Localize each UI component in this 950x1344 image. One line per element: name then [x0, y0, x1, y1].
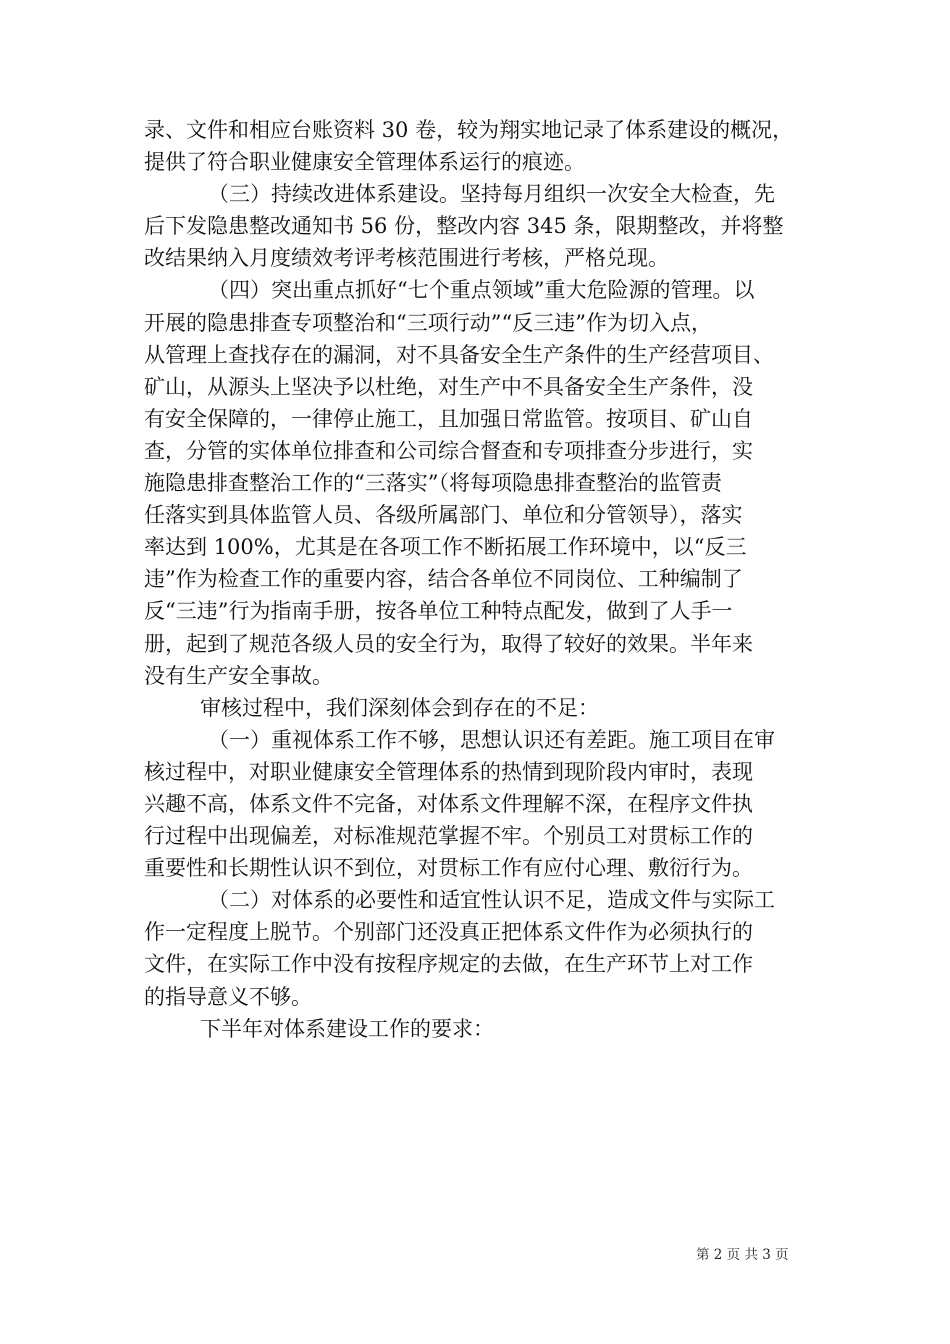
- paragraph-line: 率达到 100%，尤其是在各项工作不断拓展工作环境中，以“反三: [144, 535, 747, 560]
- paragraph-line: 重要性和长期性认识不到位，对贯标工作有应付心理、敷衍行为。: [144, 856, 753, 881]
- paragraph-line: 施隐患排查整治工作的“三落实”（将每项隐患排查整治的监管责: [144, 471, 722, 496]
- paragraph-line: 没有生产安全事故。: [144, 663, 333, 688]
- paragraph-line: 查，分管的实体单位排查和公司综合督查和专项排查分步进行，实: [144, 438, 753, 463]
- paragraph-line: 矿山，从源头上坚决予以杜绝，对生产中不具备安全生产条件，没: [144, 374, 753, 399]
- paragraph-1: [144, 114, 810, 178]
- paragraph-7: [144, 1013, 810, 1045]
- paragraph-line: （一）重视体系工作不够，思想认识还有差距。施工项目在审: [208, 727, 775, 752]
- paragraph-line: 下半年对体系建设工作的要求：: [200, 1016, 494, 1041]
- paragraph-line: 的指导意义不够。: [144, 984, 312, 1009]
- paragraph-line: 从管理上查找存在的漏洞，对不具备安全生产条件的生产经营项目、: [144, 342, 774, 367]
- paragraph-line: 册，起到了规范各级人员的安全行为，取得了较好的效果。半年来: [144, 631, 753, 656]
- paragraph-line: 兴趣不高，体系文件不完备，对体系文件理解不深，在程序文件执: [144, 791, 753, 816]
- paragraph-line: 后下发隐患整改通知书 56 份，整改内容 345 条，限期整改，并将整: [144, 214, 784, 239]
- paragraph-2: [144, 178, 810, 274]
- paragraph-line: 违”作为检查工作的重要内容，结合各单位不同岗位、工种编制了: [144, 567, 743, 592]
- paragraph-line: 作一定程度上脱节。个别部门还没真正把体系文件作为必须执行的: [144, 920, 753, 945]
- paragraph-line: 改结果纳入月度绩效考评考核范围进行考核，严格兑现。: [144, 246, 669, 271]
- page-indicator: 第 2 页 共 3 页: [696, 1247, 789, 1263]
- paragraph-line: （三）持续改进体系建设。坚持每月组织一次安全大检查，先: [208, 182, 775, 207]
- paragraph-line: （四）突出重点抓好“七个重点领域”重大危险源的管理。以: [208, 278, 755, 303]
- paragraph-line: 提供了符合职业健康安全管理体系运行的痕迹。: [144, 150, 585, 175]
- paragraph-line: 行过程中出现偏差，对标准规范掌握不牢。个别员工对贯标工作的: [144, 824, 753, 849]
- paragraph-4: [144, 692, 810, 724]
- paragraph-3: [144, 274, 810, 691]
- paragraph-line: 反“三违”行为指南手册，按各单位工种特点配发，做到了人手一: [144, 599, 733, 624]
- document-body: [144, 114, 810, 1045]
- paragraph-5: [144, 724, 810, 884]
- paragraph-line: 开展的隐患排查专项整治和“三项行动”“反三违”作为切入点，: [144, 310, 712, 335]
- paragraph-line: （二）对体系的必要性和适宜性认识不足，造成文件与实际工: [208, 888, 775, 913]
- paragraph-6: [144, 884, 810, 1012]
- paragraph-line: 审核过程中，我们深刻体会到存在的不足：: [200, 695, 599, 720]
- paragraph-line: 录、文件和相应台账资料 30 卷，较为翔实地记录了体系建设的概况，: [144, 118, 794, 142]
- paragraph-line: 有安全保障的，一律停止施工，且加强日常监管。按项目、矿山自: [144, 406, 753, 431]
- paragraph-line: 文件，在实际工作中没有按程序规定的去做，在生产环节上对工作: [144, 952, 753, 977]
- paragraph-line: 任落实到具体监管人员、各级所属部门、单位和分管领导），落实: [144, 503, 743, 528]
- paragraph-line: 核过程中，对职业健康安全管理体系的热情到现阶段内审时，表现: [144, 759, 753, 784]
